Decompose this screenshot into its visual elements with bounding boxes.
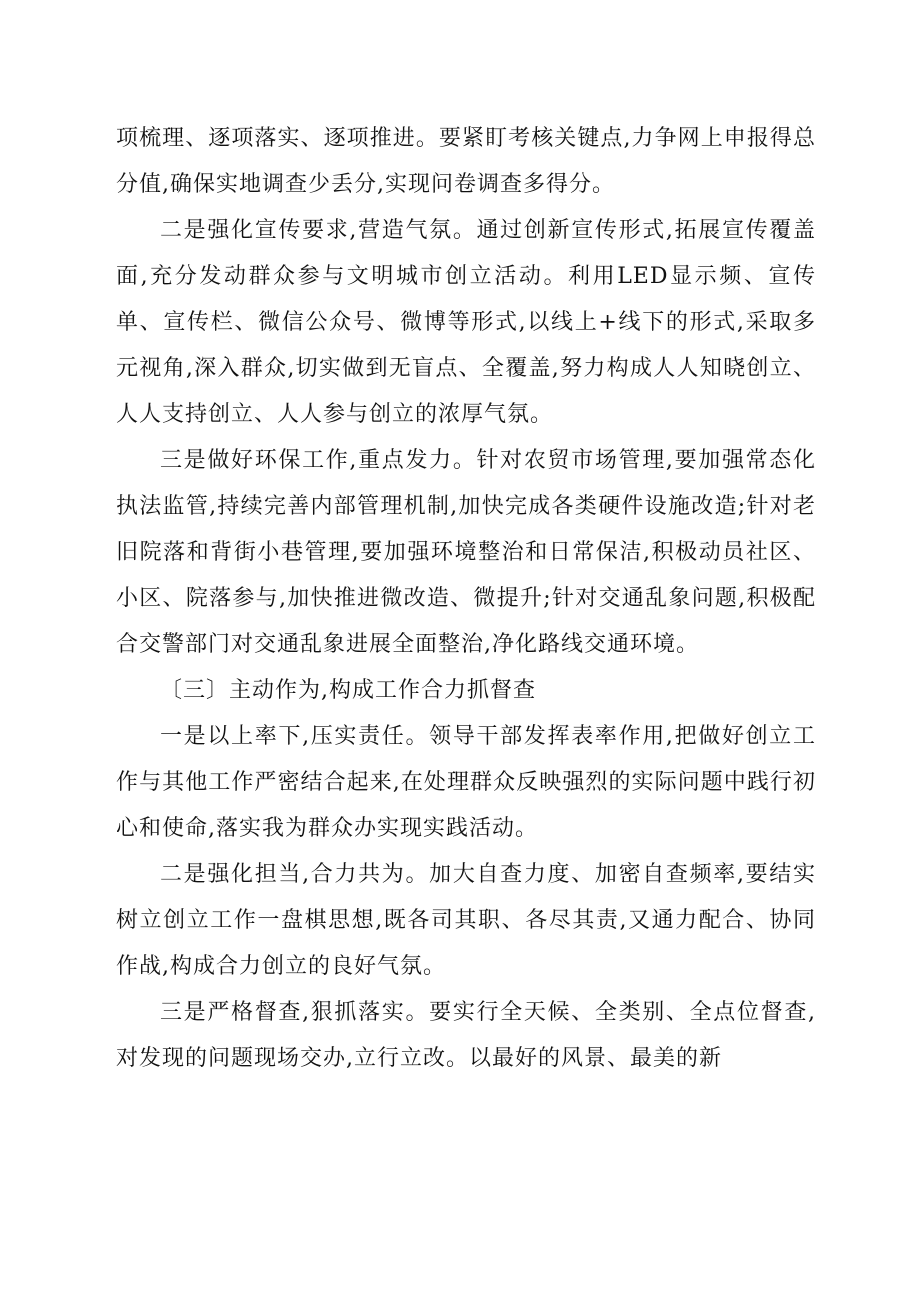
paragraph-environment: 三是做好环保工作,重点发力。针对农贸市场管理,要加强常态化执法监管,持续完善内部管理机制,加快完成各类硬件设施改造;针对老旧院落和背街小巷管理,要加强环境整治和日常保洁,积极动员社区、小区、院落参与,加快推进微改造、微提升;针对交通乱象问题,积极配合交警部门对交通乱象进展全面整治,净化路线交通环境。 [116,448,816,657]
paragraph-publicity: 二是强化宣传要求,营造气氛。通过创新宣传形式,拓展宣传覆盖面,充分发动群众参与文明城市创立活动。利用LED显示频、宣传单、宣传栏、微信公众号、微博等形式,以线上+线下的形式,采取多元视角,深入群众,切实做到无盲点、全覆盖,努力构成人人知晓创立、人人支持创立、人人参与创立的浓厚气氛。 [116,218,816,427]
paragraph-supervision: 三是严格督查,狠抓落实。要实行全天候、全类别、全点位督查,对发现的问题现场交办,立行立改。以最好的风景、最美的新 [116,1000,816,1071]
document-body [116,116,816,1082]
section-heading: 〔三〕主动作为,构成工作合力抓督查 [160,678,536,703]
paragraph-cooperation: 二是强化担当,合力共为。加大自查力度、加密自查频率,要结实树立创立工作一盘棋思想,既各司其职、各尽其责,又通力配合、协同作战,构成合力创立的良好气氛。 [116,862,816,979]
paragraph-responsibility: 一是以上率下,压实责任。领导干部发挥表率作用,把做好创立工作与其他工作严密结合起来,在处理群众反映强烈的实际问题中践行初心和使命,落实我为群众办实现实践活动。 [116,724,816,841]
paragraph-continuation: 项梳理、逐项落实、逐项推进。要紧盯考核关键点,力争网上申报得总分值,确保实地调查少丢分,实现问卷调查多得分。 [116,126,816,197]
